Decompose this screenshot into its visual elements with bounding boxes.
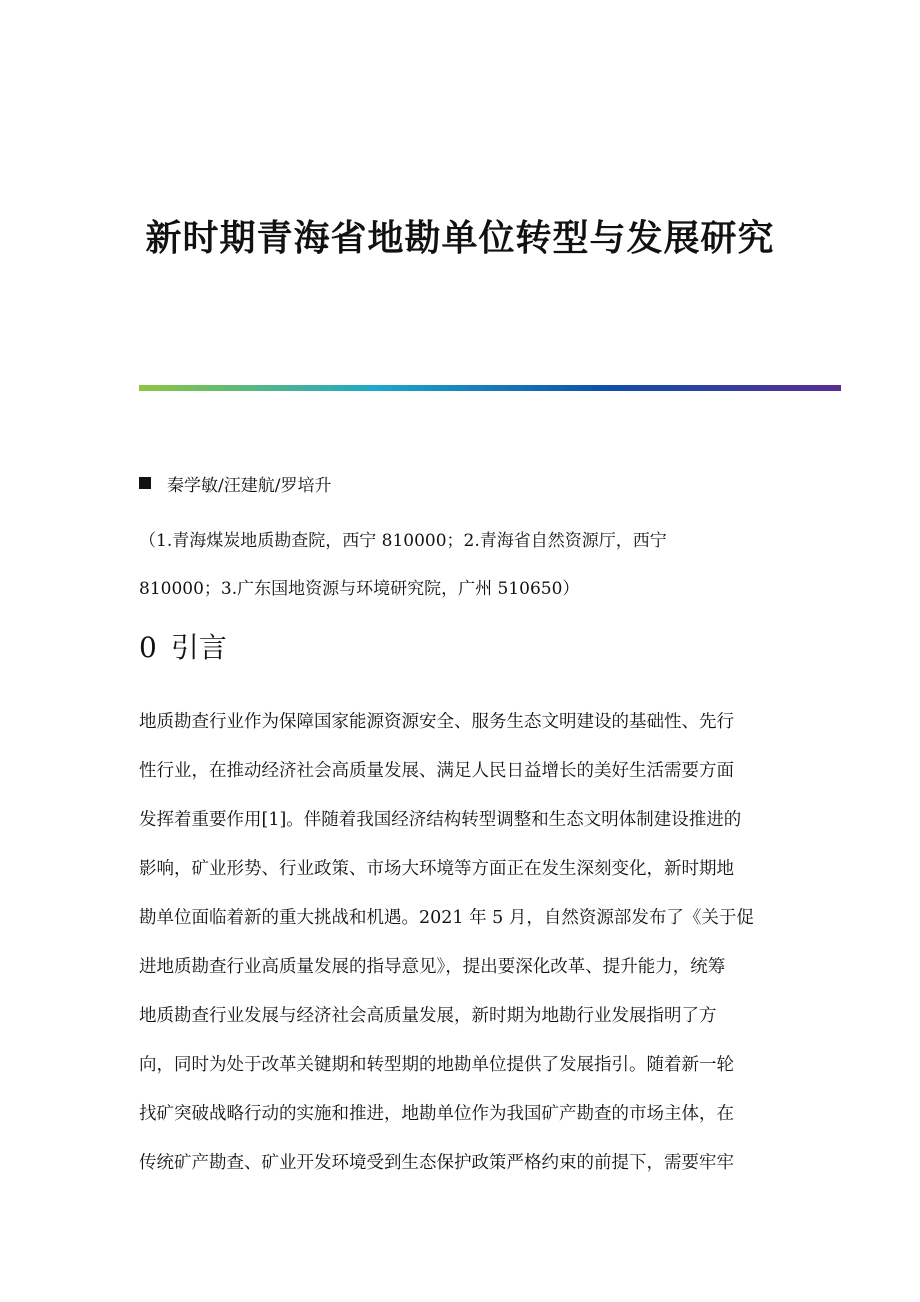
paragraph-line: 地质勘查行业作为保障国家能源资源安全、服务生态文明建设的基础性、先行 [139,712,734,732]
paragraph-line: 传统矿产勘查、矿业开发环境受到生态保护政策严格约束的前提下，需要牢牢 [139,1153,734,1173]
section-title: 引言 [170,631,227,664]
section-heading [139,628,227,668]
document-title: 新时期青海省地勘单位转型与发展研究 [145,218,775,259]
paragraph-line: 找矿突破战略行动的实施和推进，地勘单位作为我国矿产勘查的市场主体，在 [139,1104,734,1124]
title-divider [139,385,841,391]
section-number: 0 [139,631,157,664]
paragraph-line: 地质勘查行业发展与经济社会高质量发展，新时期为地勘行业发展指明了方 [139,1006,717,1026]
affiliation-line: （1.青海煤炭地质勘查院，西宁 810000；2.青海省自然资源厅，西宁 [139,531,667,551]
square-bullet-icon [139,477,151,489]
paragraph-line: 影响，矿业形势、行业政策、市场大环境等方面正在发生深刻变化，新时期地 [139,859,734,879]
paragraph-line: 勘单位面临着新的重大挑战和机遇。2021 年 5 月，自然资源部发布了《关于促 [139,908,754,928]
paragraph-line: 向，同时为处于改革关键期和转型期的地勘单位提供了发展指引。随着新一轮 [139,1055,734,1075]
authors-text: 秦学敏/汪建航/罗培升 [167,475,332,496]
author-line [139,470,331,496]
affiliation-line: 810000；3.广东国地资源与环境研究院，广州 510650） [139,579,580,599]
paragraph-line: 进地质勘查行业高质量发展的指导意见》，提出要深化改革、提升能力，统筹 [139,957,726,977]
paragraph-line: 发挥着重要作用[1]。伴随着我国经济结构转型调整和生态文明体制建设推进的 [139,810,742,830]
paragraph-line: 性行业，在推动经济社会高质量发展、满足人民日益增长的美好生活需要方面 [139,761,734,781]
